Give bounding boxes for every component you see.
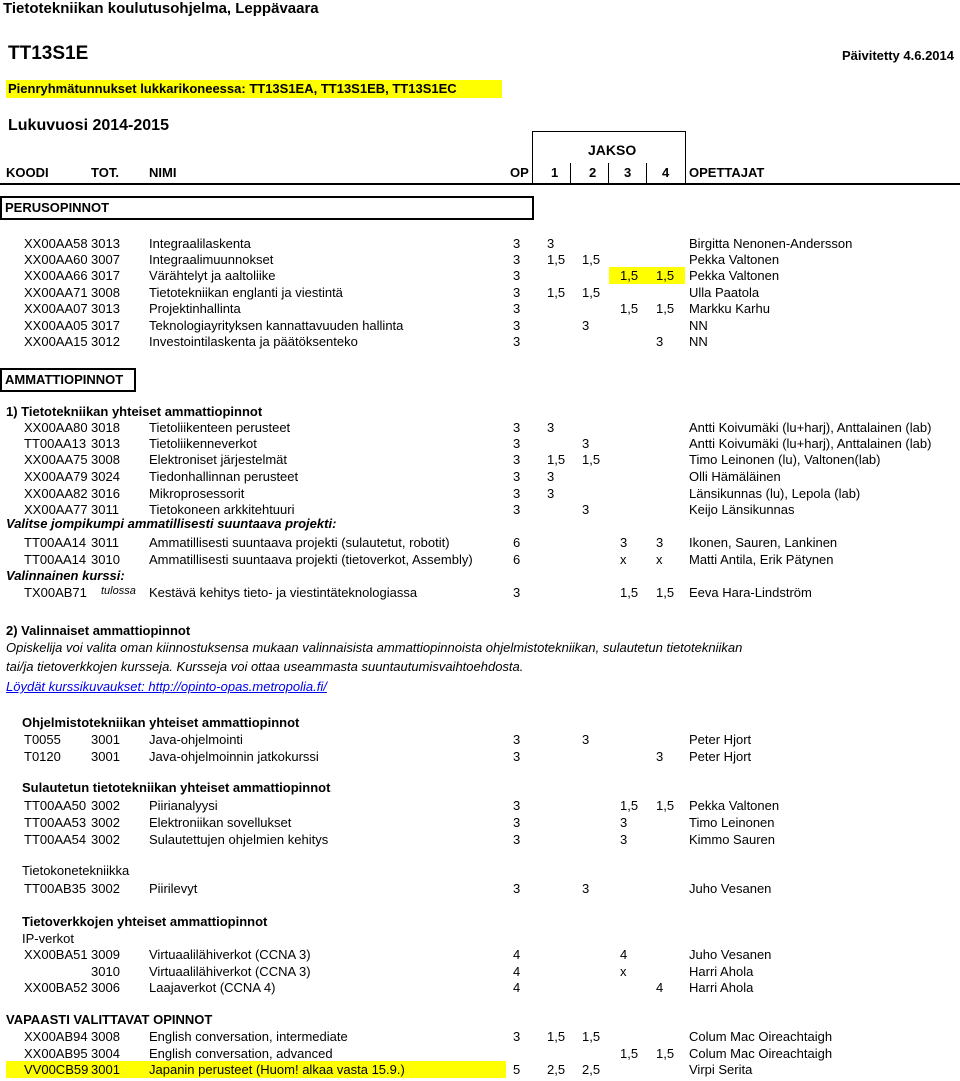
course-name: Elektroniset järjestelmät: [149, 452, 287, 467]
course-teacher: Markku Karhu: [689, 301, 770, 316]
table-row: [0, 814, 960, 831]
course-op: 3: [513, 469, 521, 484]
course-code: TT00AA14: [24, 552, 87, 567]
course-teacher: Ulla Paatola: [689, 285, 760, 300]
course-teacher: NN: [689, 334, 708, 349]
table-row: [0, 979, 960, 996]
period-4: 1,5: [656, 798, 675, 813]
course-tot: tulossa: [101, 585, 136, 597]
period-4: 4: [656, 980, 664, 995]
period-1: 3: [547, 469, 555, 484]
col-tot: TOT.: [91, 165, 119, 180]
course-op: 3: [513, 1029, 521, 1044]
course-tot: 3002: [91, 815, 120, 830]
course-code: TT00AB35: [24, 881, 87, 896]
course-tot: 3016: [91, 486, 120, 501]
table-row: [0, 880, 960, 897]
col-teacher: OPETTAJAT: [689, 165, 765, 180]
period-3: 3: [620, 832, 628, 847]
course-code: XX00AA75: [24, 452, 88, 467]
course-code: XX00AB95: [24, 1046, 88, 1061]
emb-heading: Sulautetun tietotekniikan yhteiset ammattiopinnot: [22, 780, 331, 795]
course-teacher: Harri Ahola: [689, 964, 754, 979]
course-tot: 3024: [91, 469, 120, 484]
period-1: 3: [547, 420, 555, 435]
course-code: XX00AA79: [24, 469, 88, 484]
period-4: 3: [656, 749, 664, 764]
table-row: [0, 748, 960, 765]
period-3: 1,5: [620, 268, 639, 283]
course-name: Ammatillisesti suuntaava projekti (tietoverkot, Assembly): [149, 552, 473, 567]
column-header-row: [0, 163, 960, 185]
course-name: Integraalilaskenta: [149, 236, 251, 251]
course-name: Tietokoneen arkkitehtuuri: [149, 502, 295, 517]
course-teacher: Antti Koivumäki (lu+harj), Anttalainen (lab): [689, 436, 932, 451]
course-name: Tiedonhallinnan perusteet: [149, 469, 299, 484]
course-code: TT00AA13: [24, 436, 87, 451]
prof2-text-2: tai/ja tietoverkkojen kursseja. Kursseja voi ottaa useammasta suuntautumisvaihtoehdosta.: [6, 659, 524, 674]
table-row: [0, 235, 960, 252]
table-row: [0, 251, 960, 268]
course-teacher: Juho Vesanen: [689, 947, 772, 962]
course-tot: 3001: [91, 732, 120, 747]
course-teacher: Peter Hjort: [689, 749, 752, 764]
course-name: Tietoliikenteen perusteet: [149, 420, 291, 435]
course-op: 3: [513, 436, 521, 451]
course-op: 6: [513, 552, 521, 567]
period-4: 1,5: [656, 301, 675, 316]
course-name: Elektroniikan sovellukset: [149, 815, 292, 830]
grid-line: [532, 131, 533, 183]
jakso-header: JAKSO: [588, 142, 637, 158]
free-heading: VAPAASTI VALITTAVAT OPINNOT: [6, 1012, 213, 1027]
period-4: 1,5: [656, 585, 675, 600]
course-code: XX00AA15: [24, 334, 88, 349]
course-name: Piirilevyt: [149, 881, 198, 896]
course-op: 3: [513, 502, 521, 517]
period-2: 1,5: [582, 285, 601, 300]
course-name: Virtuaalilähiverkot (CCNA 3): [149, 947, 311, 962]
course-tot: 3008: [91, 1029, 120, 1044]
col-p3: 3: [624, 165, 632, 180]
course-tot: 3008: [91, 285, 120, 300]
course-op: 3: [513, 318, 521, 333]
course-code: XX00AA71: [24, 285, 88, 300]
course-op: 3: [513, 236, 521, 251]
col-p2: 2: [589, 165, 597, 180]
section-professional-heading: AMMATTIOPINNOT: [0, 368, 136, 392]
period-3: 1,5: [620, 1046, 639, 1061]
course-code: XX00BA51: [24, 947, 88, 962]
group-code: TT13S1E: [8, 43, 89, 64]
course-code: TT00AA53: [24, 815, 87, 830]
table-row: [0, 284, 960, 301]
course-tot: 3013: [91, 236, 120, 251]
table-row: [0, 419, 960, 436]
course-teacher: Länsikunnas (lu), Lepola (lab): [689, 486, 861, 501]
table-row: [0, 797, 960, 814]
course-teacher: Timo Leinonen (lu), Valtonen(lab): [689, 452, 881, 467]
course-teacher: Keijo Länsikunnas: [689, 502, 795, 517]
course-op: 3: [513, 252, 521, 267]
grid-line: [570, 163, 571, 183]
course-name: Tietoliikenneverkot: [149, 436, 257, 451]
period-1: 1,5: [547, 252, 566, 267]
course-op: 3: [513, 268, 521, 283]
tk-heading: Tietokonetekniikka: [22, 863, 130, 878]
table-row: [0, 584, 960, 601]
table-row: [0, 300, 960, 317]
table-row: [0, 731, 960, 748]
course-op: 4: [513, 980, 521, 995]
table-row: [0, 267, 960, 284]
course-tot: 3006: [91, 980, 120, 995]
course-teacher: Birgitta Nenonen-Andersson: [689, 236, 853, 251]
course-tot: 3011: [91, 502, 119, 517]
period-3: 3: [620, 815, 628, 830]
table-row: [0, 831, 960, 848]
period-4: 1,5: [656, 268, 675, 283]
course-tot: 3012: [91, 334, 120, 349]
course-teacher: Harri Ahola: [689, 980, 754, 995]
col-p1: 1: [551, 165, 559, 180]
small-groups-banner: Pienryhmätunnukset lukkarikoneessa: TT13S1EA, TT13S1EB, TT13S1EC: [6, 80, 502, 98]
course-tot: 3007: [91, 252, 120, 267]
period-1: 1,5: [547, 285, 566, 300]
period-4: 3: [656, 535, 664, 550]
table-row: [0, 551, 960, 568]
table-row: [0, 485, 960, 502]
course-tot: 3002: [91, 798, 120, 813]
course-op: 3: [513, 301, 521, 316]
table-row: [0, 451, 960, 468]
period-2: 3: [582, 732, 590, 747]
course-code: XX00BA52: [24, 980, 88, 995]
course-tot: 3017: [91, 268, 120, 283]
course-teacher: Peter Hjort: [689, 732, 752, 747]
course-code: TX00AB71: [24, 585, 87, 600]
table-row: [0, 1028, 960, 1045]
course-op: 5: [513, 1062, 521, 1077]
ip-heading: IP-verkot: [22, 931, 75, 946]
course-name: Ammatillisesti suuntaava projekti (sulautetut, robotit): [149, 535, 450, 550]
course-op: 3: [513, 452, 521, 467]
course-name: Java-ohjelmointi: [149, 732, 243, 747]
choose-one-label: Valitse jompikumpi ammatillisesti suuntaava projekti:: [6, 516, 337, 531]
course-op: 3: [513, 585, 521, 600]
optional-course-label: Valinnainen kurssi:: [6, 568, 125, 583]
section-basic-heading: PERUSOPINNOT: [0, 196, 534, 220]
period-1: 1,5: [547, 1029, 566, 1044]
table-row: [0, 468, 960, 485]
course-teacher: Pekka Valtonen: [689, 268, 780, 283]
course-op: 3: [513, 420, 521, 435]
grid-line: [608, 163, 609, 183]
course-tot: 3002: [91, 832, 120, 847]
course-teacher: Pekka Valtonen: [689, 252, 780, 267]
table-row: [0, 333, 960, 350]
course-op: 3: [513, 815, 521, 830]
period-3: x: [620, 964, 627, 979]
course-op: 3: [513, 749, 521, 764]
table-row: [0, 534, 960, 551]
course-teacher: Ikonen, Sauren, Lankinen: [689, 535, 838, 550]
course-name: Tietotekniikan englanti ja viestintä: [149, 285, 343, 300]
course-code: XX00AA77: [24, 502, 88, 517]
course-name: Värähtelyt ja aaltoliike: [149, 268, 276, 283]
course-op: 6: [513, 535, 521, 550]
program-title: Tietotekniikan koulutusohjelma, Leppävaara: [3, 0, 319, 17]
course-code: XX00AA80: [24, 420, 88, 435]
period-1: 2,5: [547, 1062, 566, 1077]
period-1: 3: [547, 486, 555, 501]
course-tot: 3001: [91, 749, 120, 764]
course-name: Laajaverkot (CCNA 4): [149, 980, 276, 995]
course-tot: 3010: [91, 964, 120, 979]
course-teacher: Olli Hämäläinen: [689, 469, 781, 484]
course-name: Projektinhallinta: [149, 301, 241, 316]
course-code: T0055: [24, 732, 61, 747]
period-3: 1,5: [620, 585, 639, 600]
course-teacher: NN: [689, 318, 708, 333]
course-code: XX00AA82: [24, 486, 88, 501]
course-op: 3: [513, 732, 521, 747]
period-2: 1,5: [582, 1029, 601, 1044]
period-2: 3: [582, 881, 590, 896]
course-tot: 3004: [91, 1046, 120, 1061]
course-name: Kestävä kehitys tieto- ja viestintäteknologiassa: [149, 585, 418, 600]
course-name: Java-ohjelmoinnin jatkokurssi: [149, 749, 319, 764]
period-3: 4: [620, 947, 628, 962]
table-row: [0, 963, 960, 980]
period-2: 3: [582, 436, 590, 451]
table-row: [0, 317, 960, 334]
course-op: 3: [513, 832, 521, 847]
table-row: [0, 1045, 960, 1062]
prof1-heading: 1) Tietotekniikan yhteiset ammattiopinnot: [6, 404, 263, 419]
period-2: 1,5: [582, 452, 601, 467]
course-code: XX00AA05: [24, 318, 88, 333]
academic-year: Lukuvuosi 2014-2015: [8, 117, 169, 134]
grid-line: [646, 163, 647, 183]
course-code: XX00AA66: [24, 268, 88, 283]
prof2-text-1: Opiskelija voi valita oman kiinnostuksensa mukaan valinnaisista ammattiopinnoista ohjelmistotekniikan, sulautetun tietotekniikan: [6, 640, 743, 655]
course-code: TT00AA50: [24, 798, 87, 813]
course-op: 3: [513, 798, 521, 813]
period-1: 1,5: [547, 452, 566, 467]
course-op: 3: [513, 486, 521, 501]
course-code: VV00CB59: [24, 1062, 89, 1077]
course-tot: 3011: [91, 535, 119, 550]
course-name: Investointilaskenta ja päätöksenteko: [149, 334, 358, 349]
course-code: XX00AA07: [24, 301, 88, 316]
period-3: x: [620, 552, 627, 567]
course-code: TT00AA14: [24, 535, 87, 550]
course-tot: 3008: [91, 452, 120, 467]
course-teacher: Timo Leinonen: [689, 815, 775, 830]
period-3: 1,5: [620, 798, 639, 813]
course-tot: 3001: [91, 1062, 120, 1077]
course-name: English conversation, advanced: [149, 1046, 333, 1061]
course-code: TT00AA54: [24, 832, 87, 847]
period-3: 1,5: [620, 301, 639, 316]
course-code: XX00AB94: [24, 1029, 88, 1044]
table-row: [0, 435, 960, 452]
course-op: 4: [513, 964, 521, 979]
course-code: XX00AA60: [24, 252, 88, 267]
course-name: English conversation, intermediate: [149, 1029, 348, 1044]
period-3: 3: [620, 535, 628, 550]
course-tot: 3013: [91, 301, 120, 316]
course-name: Teknologiayrityksen kannattavuuden hallinta: [149, 318, 404, 333]
col-code: KOODI: [6, 165, 49, 180]
course-tot: 3010: [91, 552, 120, 567]
col-p4: 4: [662, 165, 670, 180]
course-tot: 3002: [91, 881, 120, 896]
course-teacher: Virpi Serita: [689, 1062, 753, 1077]
course-name: Virtuaalilähiverkot (CCNA 3): [149, 964, 311, 979]
period-4: 3: [656, 334, 664, 349]
col-op: OP: [510, 165, 529, 180]
course-teacher: Colum Mac Oireachtaigh: [689, 1029, 833, 1044]
course-name: Mikroprosessorit: [149, 486, 245, 501]
grid-line: [532, 131, 685, 132]
course-op: 3: [513, 881, 521, 896]
sw-heading: Ohjelmistotekniikan yhteiset ammattiopinnot: [22, 715, 300, 730]
prof2-heading: 2) Valinnaiset ammattiopinnot: [6, 623, 191, 638]
course-tot: 3009: [91, 947, 120, 962]
course-name: Japanin perusteet (Huom! alkaa vasta 15.9.): [149, 1062, 405, 1077]
course-name: Piirianalyysi: [149, 798, 218, 813]
net-heading: Tietoverkkojen yhteiset ammattiopinnot: [22, 914, 268, 929]
course-code: XX00AA58: [24, 236, 88, 251]
course-teacher: Pekka Valtonen: [689, 798, 780, 813]
table-row: [0, 1061, 960, 1078]
course-code: T0120: [24, 749, 61, 764]
course-teacher: Matti Antila, Erik Pätynen: [689, 552, 834, 567]
course-teacher: Colum Mac Oireachtaigh: [689, 1046, 833, 1061]
course-op: 3: [513, 285, 521, 300]
period-1: 3: [547, 236, 555, 251]
course-name: Sulautettujen ohjelmien kehitys: [149, 832, 329, 847]
course-op: 3: [513, 334, 521, 349]
period-2: 1,5: [582, 252, 601, 267]
course-op: 4: [513, 947, 521, 962]
table-row: [0, 946, 960, 963]
updated-date: Päivitetty 4.6.2014: [841, 48, 954, 63]
course-teacher: Antti Koivumäki (lu+harj), Anttalainen (lab): [689, 420, 932, 435]
course-tot: 3017: [91, 318, 120, 333]
period-2: 2,5: [582, 1062, 601, 1077]
course-teacher: Juho Vesanen: [689, 881, 772, 896]
course-tot: 3018: [91, 420, 120, 435]
course-teacher: Kimmo Sauren: [689, 832, 775, 847]
col-name: NIMI: [149, 165, 177, 180]
period-4: x: [656, 552, 663, 567]
course-descriptions-link[interactable]: Löydät kurssikuvaukset: http://opinto-opas.metropolia.fi/: [6, 679, 327, 694]
course-tot: 3013: [91, 436, 120, 451]
period-4: 1,5: [656, 1046, 675, 1061]
period-2: 3: [582, 502, 590, 517]
course-teacher: Eeva Hara-Lindström: [689, 585, 812, 600]
course-name: Integraalimuunnokset: [149, 252, 274, 267]
period-2: 3: [582, 318, 590, 333]
grid-line: [685, 131, 686, 183]
